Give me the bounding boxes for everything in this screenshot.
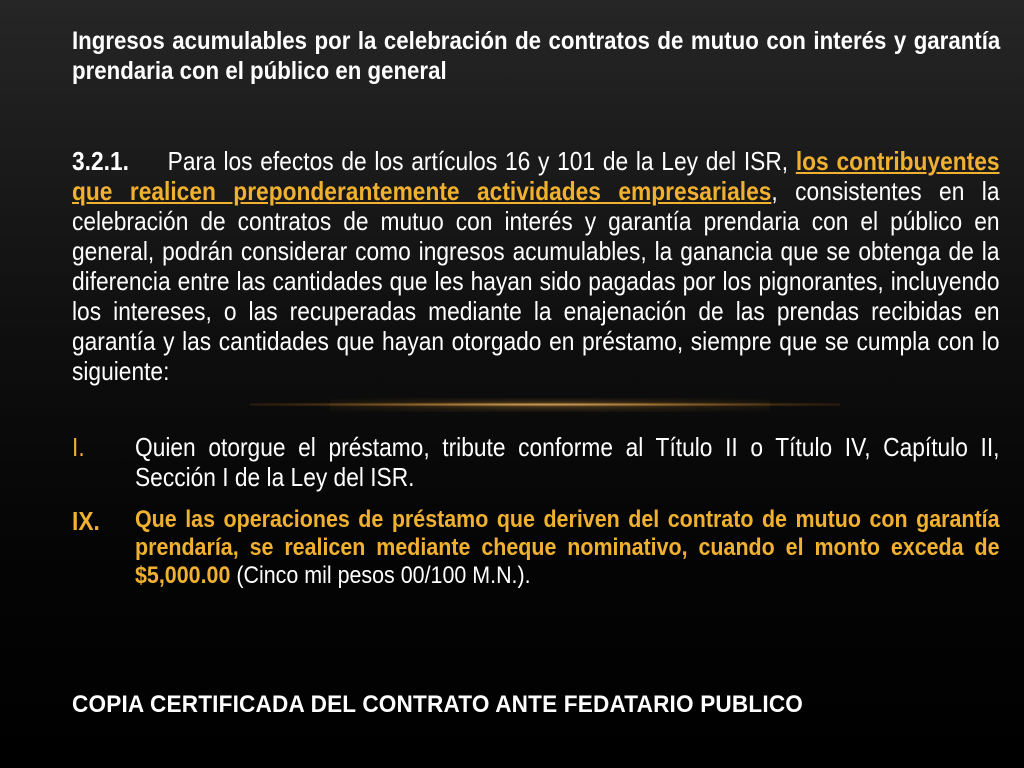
list-item-tail: (Cinco mil pesos 00/100 M.N.).: [230, 562, 531, 589]
rule-highlight: los contribuyentes que realicen preponderantemente actividades empresariales: [72, 146, 1000, 206]
list-item-text: Quien otorgue el préstamo, tribute conforme al Título II o Título IV, Capítulo II, Sección I de la Ley del ISR.: [135, 432, 1000, 492]
requirements-list: [72, 432, 1000, 604]
slide-title: Ingresos acumulables por la celebración de contratos de mutuo con interés y garantía prendaria con el público en general: [72, 27, 1001, 85]
rule-number: 3.2.1.: [72, 146, 129, 176]
list-marker: IX.: [72, 506, 100, 536]
decorative-glow-divider: [250, 403, 840, 406]
list-item-highlight: Que las operaciones de préstamo que deriven del contrato de mutuo con garantía prendaría, se realicen mediante cheque nominativo, cuando el monto exceda de $5,000.00: [135, 506, 1000, 589]
list-item: [72, 432, 1000, 492]
list-item: [72, 506, 1000, 590]
list-marker: I.: [72, 432, 85, 462]
footer-note: COPIA CERTIFICADA DEL CONTRATO ANTE FEDATARIO PUBLICO: [72, 691, 804, 718]
rule-paragraph: [72, 146, 1000, 386]
list-item-text: [135, 506, 1000, 590]
rule-intro: Para los efectos de los artículos 16 y 101 de la Ley del ISR,: [167, 146, 796, 176]
rule-body: , consistentes en la celebración de contratos de mutuo con interés y garantía prendaria con el público en general, podrán considerar como ingresos acumulables, la ganancia que se obtenga de la diferencia entre las cantidades que les hayan sido pagadas por los pignorantes, incluyendo los intereses, o las recuperadas mediante la enajenación de las prendas recibidas en garantía y las cantidades que hayan otorgado en préstamo, siempre que se cumpla con lo siguiente:: [72, 176, 1000, 386]
